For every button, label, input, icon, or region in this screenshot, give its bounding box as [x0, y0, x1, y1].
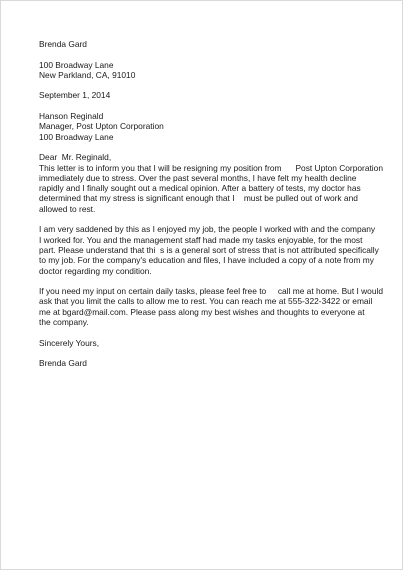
body-paragraph-2	[39, 224, 379, 276]
body-paragraph-1	[39, 152, 383, 214]
body-paragraph-3	[39, 286, 384, 328]
resignation-letter	[39, 39, 384, 379]
paragraph-line: ask that you limit the calls to allow me to rest. You can reach me at 555-322-3422 or email	[39, 296, 373, 307]
salutation: Dear Mr. Reginald,	[39, 152, 112, 163]
paragraph-line: I am very saddened by this as I enjoyed my job, the people I worked with and the company	[39, 224, 376, 235]
recipient-name: Hanson Reginald	[39, 111, 104, 122]
recipient-title: Manager, Post Upton Corporation	[39, 121, 164, 132]
paragraph-line: the company.	[39, 317, 89, 328]
sender-name: Brenda Gard	[39, 39, 87, 49]
paragraph-line: doctor regarding my condition.	[39, 265, 152, 276]
paragraph-line: determined that my stress is significant enough that I must be pulled out of work and	[39, 193, 358, 204]
sender-address-block	[39, 60, 369, 81]
paragraph-line: allowed to rest.	[39, 203, 96, 214]
letter-date: September 1, 2014	[39, 90, 111, 101]
signature-name: Brenda Gard	[39, 358, 87, 369]
paragraph-line: I worked for. You and the management staff had made my tasks enjoyable, for the most	[39, 234, 363, 245]
sender-address-line2: New Parkland, CA, 91010	[39, 69, 136, 80]
paragraph-line: to my job. For the company's education and files, I have included a copy of a note from my	[39, 255, 374, 266]
recipient-block	[39, 111, 369, 142]
closing-block	[39, 338, 369, 348]
sender-address-line1: 100 Broadway Lane	[39, 59, 114, 70]
closing: Sincerely Yours,	[39, 337, 100, 348]
paragraph-line: me at bgard@mail.com. Please pass along my best wishes and thoughts to everyone at	[39, 306, 365, 317]
recipient-address: 100 Broadway Lane	[39, 131, 114, 142]
date-block	[39, 90, 369, 100]
paragraph-line: If you need my input on certain daily tasks, please feel free to call me at home. But I would	[39, 286, 384, 297]
paragraph-line: This letter is to inform you that I will be resigning my position from Post Upton Corporation	[39, 162, 383, 173]
signature-block	[39, 358, 369, 368]
paragraph-line: rapidly and I finally sought out a medical opinion. After a battery of tests, my doctor has	[39, 183, 361, 194]
paragraph-line: immediately due to stress. Over the past several months, I have felt my health decline	[39, 172, 357, 183]
paragraph-line: part. Please understand that thi s is a general sort of stress that is not attributed specifically	[39, 244, 379, 255]
sender-name-block	[39, 39, 369, 49]
